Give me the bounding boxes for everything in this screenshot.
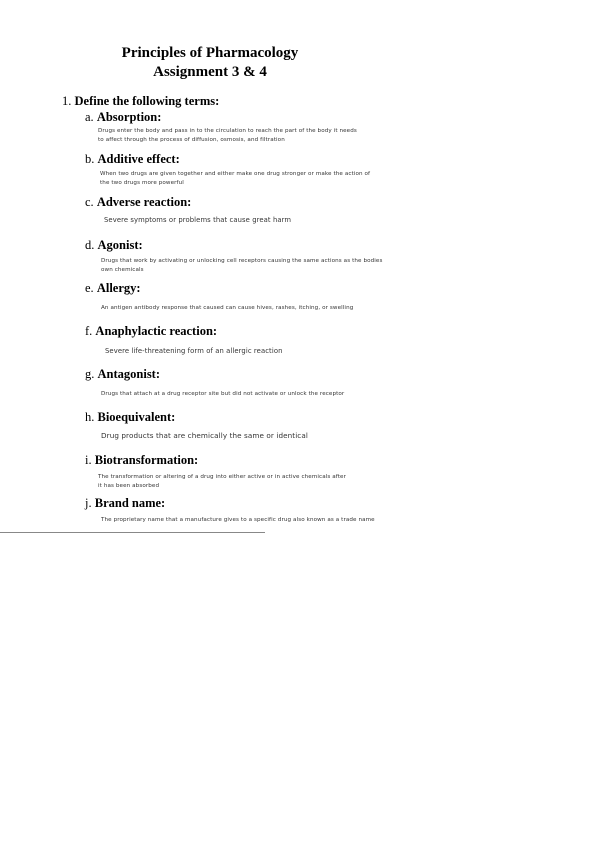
term-letter: f. (85, 324, 93, 338)
definition-agonist (101, 257, 383, 274)
definition-line: to affect through the process of diffusion, osmosis, and filtration (98, 136, 285, 143)
term-antagonist (85, 367, 160, 382)
question-number: 1. (62, 94, 72, 108)
definition-line: Severe life-threatening form of an allergic reaction (105, 347, 283, 355)
term-letter: b. (85, 152, 95, 166)
term-label: Bioequivalent: (97, 410, 176, 424)
term-label: Biotransformation: (94, 453, 199, 467)
definition-additive-effect (100, 170, 370, 187)
definition-biotransformation (98, 473, 346, 490)
term-brand-name (85, 496, 165, 511)
definition-absorption (98, 127, 357, 144)
question-text: Define the following terms: (74, 94, 220, 108)
term-letter: c. (85, 195, 94, 209)
term-label: Brand name: (94, 496, 166, 510)
definition-line: Severe symptoms or problems that cause great harm (104, 216, 292, 224)
horizontal-rule (0, 532, 265, 533)
definition-line: Drug products that are chemically the same or identical (101, 431, 308, 440)
term-letter: a. (85, 110, 94, 124)
definition-line: the two drugs more powerful (100, 179, 184, 186)
definition-brand-name (101, 516, 375, 525)
document-title: Principles of Pharmacology (121, 45, 299, 61)
term-anaphylactic-reaction (85, 324, 217, 339)
definition-line: The proprietary name that a manufacture gives to a specific drug also known as a trade name (101, 517, 375, 523)
term-letter: e. (85, 281, 94, 295)
term-label: Agonist: (97, 238, 143, 252)
definition-line: Drugs that work by activating or unlocking cell receptors causing the same actions as the bodies (101, 258, 383, 264)
definition-line: it has been absorbed (98, 482, 160, 489)
definition-line: When two drugs are given together and either make one drug stronger or make the action of (100, 171, 371, 177)
definition-line: Drugs that attach at a drug receptor site but did not activate or unlock the receptor (101, 391, 345, 397)
term-label: Absorption: (96, 110, 162, 124)
term-absorption (85, 110, 161, 125)
term-letter: g. (85, 367, 95, 381)
term-label: Anaphylactic reaction: (95, 324, 218, 338)
definition-allergy (101, 304, 353, 313)
term-letter: j. (85, 496, 92, 510)
term-label: Allergy: (96, 281, 141, 295)
definition-anaphylactic-reaction (105, 347, 282, 356)
definition-adverse-reaction (104, 216, 291, 225)
term-agonist (85, 238, 143, 253)
term-letter: i. (85, 453, 92, 467)
document-subtitle: Assignment 3 & 4 (153, 64, 267, 80)
definition-bioequivalent (101, 431, 308, 440)
term-biotransformation (85, 453, 198, 468)
definition-line: Drugs enter the body and pass in to the circulation to reach the part of the body it needs (98, 128, 357, 134)
term-adverse-reaction (85, 195, 191, 210)
definition-line: An antigen antibody response that caused can cause hives, rashes, itching, or swelling (101, 305, 354, 311)
term-letter: d. (85, 238, 95, 252)
term-additive-effect (85, 152, 180, 167)
term-label: Antagonist: (97, 367, 161, 381)
term-letter: h. (85, 410, 95, 424)
term-allergy (85, 281, 141, 296)
term-bioequivalent (85, 410, 175, 425)
term-label: Additive effect: (97, 152, 180, 166)
question-1 (62, 94, 219, 109)
definition-antagonist (101, 390, 344, 399)
definition-line: own chemicals (101, 266, 144, 273)
term-label: Adverse reaction: (96, 195, 192, 209)
definition-line: The transformation or altering of a drug into either active or in active chemicals after (98, 474, 347, 480)
